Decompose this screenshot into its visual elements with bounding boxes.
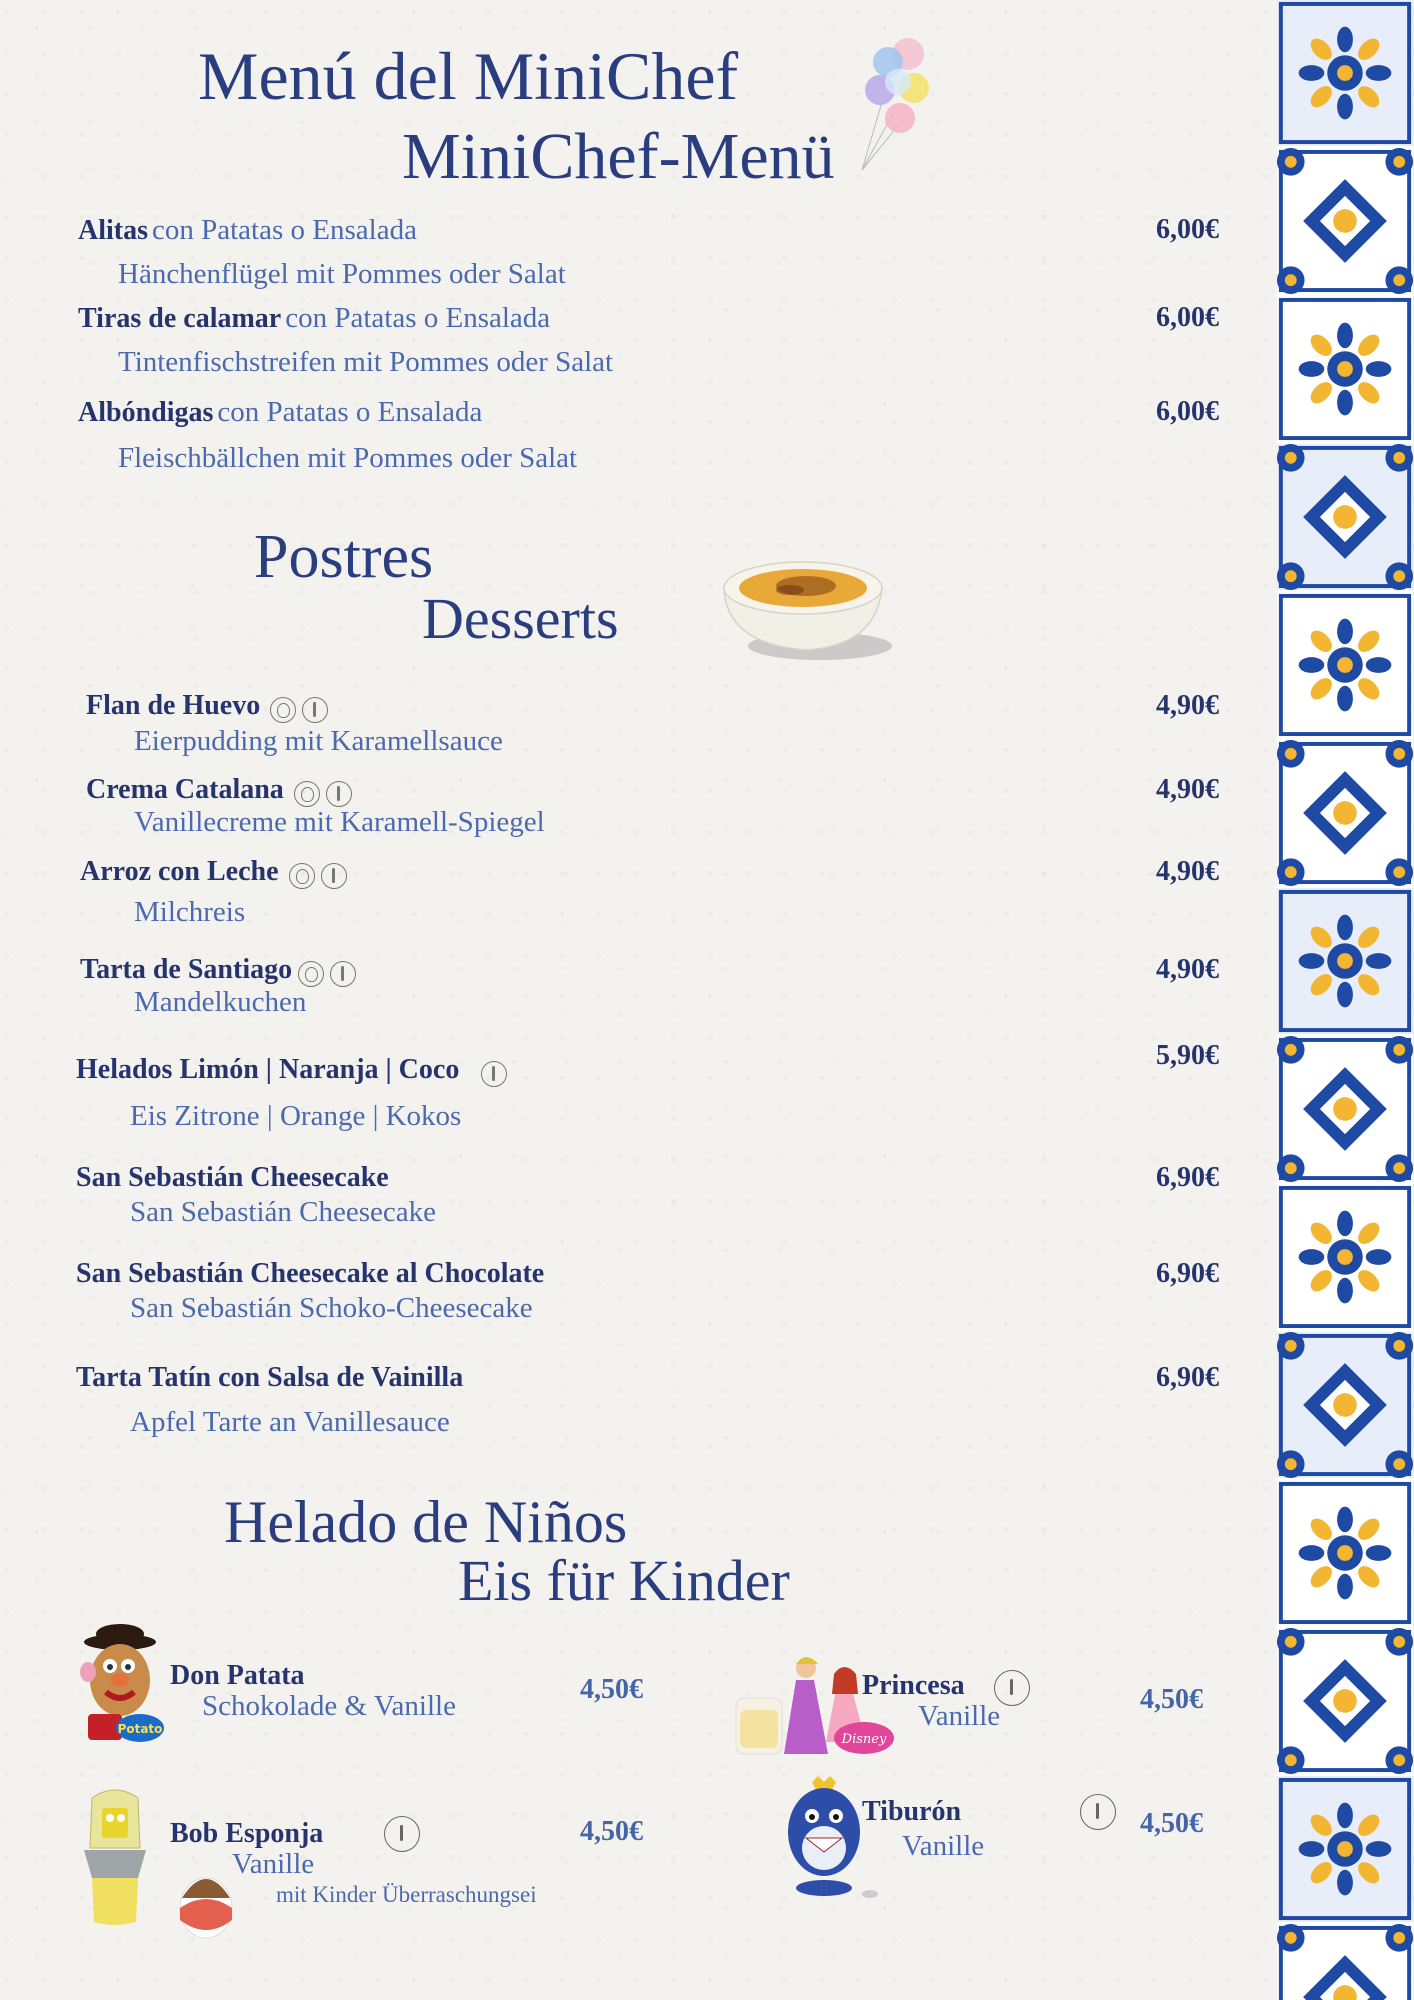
item-description: Tintenfischstreifen mit Pommes oder Salat	[118, 346, 614, 378]
item-name: Helados Limón | Naranja | Coco	[76, 1054, 460, 1085]
desserts-title: Postres	[254, 523, 434, 591]
kid-item-name: Tiburón	[862, 1796, 962, 1827]
svg-text:Disney: Disney	[841, 1732, 887, 1747]
tile-pattern	[1276, 0, 1414, 148]
item-price: 6,90€	[1156, 1162, 1219, 1193]
item-name: Tarta Tatín con Salsa de Vainilla	[76, 1362, 464, 1393]
item-name: Crema Catalana	[86, 774, 284, 805]
egg-allergen-icon	[270, 697, 296, 723]
list-item	[78, 396, 482, 429]
creme-brulee-icon	[720, 554, 892, 666]
potato-head-icon	[68, 1622, 172, 1752]
item-name: San Sebastián Cheesecake	[76, 1162, 389, 1193]
list-item	[78, 302, 550, 335]
item-name: Tiras de calamar	[78, 303, 282, 334]
item-description: Vanillecreme mit Karamell-Spiegel	[134, 806, 545, 838]
tile-pattern	[1276, 740, 1414, 888]
shark-icon	[776, 1776, 878, 1900]
item-name: Albóndigas	[78, 397, 214, 428]
tile-pattern	[1276, 592, 1414, 740]
sponge-cup-icon	[80, 1788, 150, 1928]
tile-pattern	[1276, 1924, 1414, 2000]
list-item	[80, 954, 356, 987]
kid-item-price: 4,50€	[580, 1816, 643, 1847]
kid-item-description: Vanille	[918, 1700, 1001, 1732]
item-description: Apfel Tarte an Vanillesauce	[130, 1406, 450, 1438]
item-description: Hänchenflügel mit Pommes oder Salat	[118, 258, 566, 290]
gluten-allergen-icon	[326, 781, 352, 807]
tile-pattern	[1276, 1184, 1414, 1332]
desserts-subtitle: Desserts	[422, 586, 619, 651]
tile-pattern	[1276, 1776, 1414, 1924]
decorative-tile-border	[1276, 0, 1414, 2000]
tile-pattern	[1276, 1628, 1414, 1776]
kid-item-name: Princesa	[862, 1670, 965, 1701]
item-description: Mandelkuchen	[134, 986, 307, 1018]
tile-pattern	[1276, 1480, 1414, 1628]
tile-pattern	[1276, 296, 1414, 444]
list-item	[86, 774, 352, 807]
item-price: 6,00€	[1156, 214, 1219, 245]
kinder-egg-icon	[174, 1860, 238, 1940]
egg-allergen-icon	[289, 863, 315, 889]
gluten-free-badge	[384, 1816, 420, 1852]
item-name: Alitas	[78, 215, 148, 246]
kid-item-price: 4,50€	[1140, 1684, 1203, 1715]
item-price: 4,90€	[1156, 690, 1219, 721]
item-description: Eis Zitrone | Orange | Kokos	[130, 1100, 462, 1132]
tile-pattern	[1276, 1036, 1414, 1184]
list-item	[80, 856, 347, 889]
item-price: 4,90€	[1156, 954, 1219, 985]
page-subtitle: MiniChef-Menü	[402, 120, 835, 193]
kid-item-price: 4,50€	[1140, 1808, 1203, 1839]
item-price: 6,90€	[1156, 1258, 1219, 1289]
princess-icon	[732, 1650, 902, 1762]
item-price: 6,00€	[1156, 396, 1219, 427]
item-side: con Patatas o Ensalada	[217, 396, 483, 428]
kid-item-description: Schokolade & Vanille	[202, 1690, 456, 1722]
list-item	[76, 1054, 507, 1087]
item-name: San Sebastián Cheesecake al Chocolate	[76, 1258, 545, 1289]
kid-item-name: Don Patata	[170, 1660, 305, 1691]
item-description: San Sebastián Cheesecake	[130, 1196, 437, 1228]
item-price: 5,90€	[1156, 1040, 1219, 1071]
kid-item-description: Vanille	[232, 1848, 315, 1880]
svg-text:Potato: Potato	[117, 1722, 163, 1736]
item-price: 4,90€	[1156, 856, 1219, 887]
tile-pattern	[1276, 148, 1414, 296]
item-description: Fleischbällchen mit Pommes oder Salat	[118, 442, 578, 474]
gluten-allergen-icon	[481, 1061, 507, 1087]
item-description: Eierpudding mit Karamellsauce	[134, 725, 503, 757]
gluten-free-badge	[1080, 1794, 1116, 1830]
kids-subtitle: Eis für Kinder	[458, 1548, 790, 1613]
item-price: 6,90€	[1156, 1362, 1219, 1393]
balloons-icon	[854, 32, 938, 172]
list-item	[86, 690, 328, 723]
page-title: Menú del MiniChef	[198, 38, 739, 114]
kid-item-extra: mit Kinder Überraschungsei	[276, 1882, 537, 1907]
item-description: Milchreis	[134, 896, 246, 928]
item-price: 4,90€	[1156, 774, 1219, 805]
tile-pattern	[1276, 888, 1414, 1036]
kid-item-description: Vanille	[902, 1830, 985, 1862]
item-description: San Sebastián Schoko-Cheesecake	[130, 1292, 533, 1324]
kid-item-price: 4,50€	[580, 1674, 643, 1705]
gluten-allergen-icon	[330, 961, 356, 987]
gluten-allergen-icon	[302, 697, 328, 723]
item-price: 6,00€	[1156, 302, 1219, 333]
kids-title: Helado de Niños	[224, 1489, 628, 1555]
item-name: Tarta de Santiago	[80, 954, 293, 985]
item-side: con Patatas o Ensalada	[152, 214, 417, 246]
tile-pattern	[1276, 1332, 1414, 1480]
gluten-allergen-icon	[321, 863, 347, 889]
kid-item-name: Bob Esponja	[170, 1818, 324, 1849]
egg-allergen-icon	[298, 961, 324, 987]
list-item	[78, 214, 417, 247]
item-side: con Patatas o Ensalada	[285, 302, 551, 334]
item-name: Flan de Huevo	[86, 690, 261, 721]
item-name: Arroz con Leche	[80, 856, 279, 887]
egg-allergen-icon	[294, 781, 320, 807]
tile-pattern	[1276, 444, 1414, 592]
